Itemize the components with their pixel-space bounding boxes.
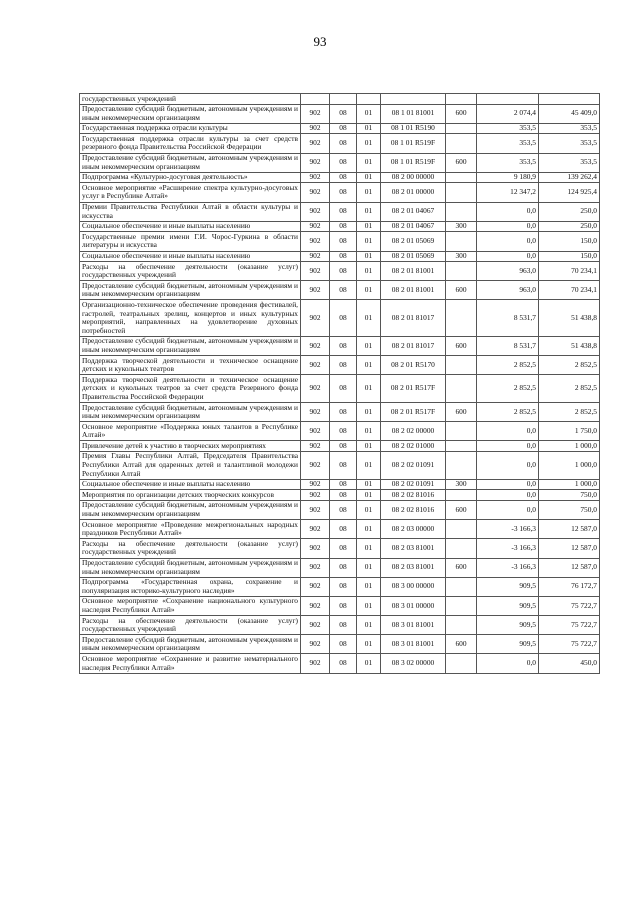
expense-type-code: [446, 375, 477, 403]
expense-type-code: [446, 356, 477, 375]
amount-total: 353,5: [539, 153, 600, 172]
section-code: 08: [330, 403, 357, 422]
target-item-code: 08 3 01 81001: [381, 616, 446, 635]
expense-type-code: [446, 232, 477, 251]
section-code: 08: [330, 558, 357, 577]
ministry-code: 902: [301, 134, 330, 153]
expense-type-code: 600: [446, 500, 477, 519]
amount-change: 8 531,7: [477, 300, 539, 336]
ministry-code: 902: [301, 123, 330, 134]
amount-change: 0,0: [477, 232, 539, 251]
amount-change: 0,0: [477, 441, 539, 452]
expense-type-code: 600: [446, 558, 477, 577]
table-row: [80, 441, 600, 452]
amount-change: 909,5: [477, 577, 539, 596]
ministry-code: 902: [301, 577, 330, 596]
ministry-code: [301, 94, 330, 105]
section-code: 08: [330, 134, 357, 153]
table-row: [80, 558, 600, 577]
subsection-code: 01: [357, 153, 381, 172]
subsection-code: 01: [357, 616, 381, 635]
amount-change: 2 852,5: [477, 356, 539, 375]
table-row: [80, 262, 600, 281]
budget-table-body: [80, 94, 600, 674]
subsection-code: 01: [357, 558, 381, 577]
table-row: [80, 300, 600, 336]
target-item-code: 08 2 02 01000: [381, 441, 446, 452]
line-item-name: Социальное обеспечение и иные выплаты населению: [80, 221, 301, 232]
line-item-name: Премия Главы Республики Алтай, Председателя Правительства Республики Алтай для одаренных детей и талантливой молодежи Республики Алтай: [80, 451, 301, 479]
ministry-code: 902: [301, 281, 330, 300]
subsection-code: 01: [357, 104, 381, 123]
amount-change: 8 531,7: [477, 336, 539, 355]
section-code: 08: [330, 262, 357, 281]
amount-total: 51 438,8: [539, 336, 600, 355]
ministry-code: 902: [301, 654, 330, 673]
amount-change: 0,0: [477, 500, 539, 519]
target-item-code: 08 2 01 04067: [381, 221, 446, 232]
section-code: 08: [330, 183, 357, 202]
amount-total: 353,5: [539, 123, 600, 134]
target-item-code: 08 2 02 81016: [381, 490, 446, 501]
amount-total: 2 852,5: [539, 356, 600, 375]
amount-total: [539, 94, 600, 105]
table-row: [80, 94, 600, 105]
amount-total: 12 587,0: [539, 520, 600, 539]
subsection-code: [357, 94, 381, 105]
table-row: [80, 654, 600, 673]
table-row: [80, 356, 600, 375]
line-item-name: Основное мероприятие «Расширение спектра культурно-досуговых услуг в Республике Алтай»: [80, 183, 301, 202]
amount-change: -3 166,3: [477, 520, 539, 539]
subsection-code: 01: [357, 490, 381, 501]
expense-type-code: 600: [446, 281, 477, 300]
table-row: [80, 123, 600, 134]
target-item-code: 08 2 01 00000: [381, 183, 446, 202]
table-row: [80, 490, 600, 501]
section-code: 08: [330, 500, 357, 519]
table-row: [80, 479, 600, 490]
section-code: 08: [330, 153, 357, 172]
expense-type-code: [446, 539, 477, 558]
subsection-code: 01: [357, 134, 381, 153]
amount-change: 909,5: [477, 635, 539, 654]
line-item-name: Организационно-техническое обеспечение проведения фестивалей, гастролей, театральных зрелищ, концертов и иных культурных мероприятий, направленных на удовлетворение духовных потребностей: [80, 300, 301, 336]
line-item-name: Расходы на обеспечение деятельности (оказание услуг) государственных учреждений: [80, 262, 301, 281]
table-row: [80, 232, 600, 251]
target-item-code: 08 2 03 81001: [381, 539, 446, 558]
amount-total: 1 000,0: [539, 479, 600, 490]
expense-type-code: [446, 123, 477, 134]
line-item-name: Предоставление субсидий бюджетным, автономным учреждениям и иным некоммерческим организациям: [80, 104, 301, 123]
expense-type-code: [446, 520, 477, 539]
amount-change: -3 166,3: [477, 539, 539, 558]
line-item-name: Основное мероприятие «Сохранение и развитие нематериального наследия Республики Алтай»: [80, 654, 301, 673]
subsection-code: 01: [357, 539, 381, 558]
table-row: [80, 183, 600, 202]
target-item-code: 08 2 01 R517F: [381, 375, 446, 403]
subsection-code: 01: [357, 441, 381, 452]
table-row: [80, 375, 600, 403]
target-item-code: 08 3 01 81001: [381, 635, 446, 654]
table-row: [80, 281, 600, 300]
line-item-name: Подпрограмма «Культурно-досуговая деятельность»: [80, 172, 301, 183]
subsection-code: 01: [357, 251, 381, 262]
target-item-code: 08 2 02 01091: [381, 451, 446, 479]
table-row: [80, 221, 600, 232]
table-row: [80, 251, 600, 262]
target-item-code: 08 3 01 00000: [381, 596, 446, 615]
ministry-code: 902: [301, 183, 330, 202]
subsection-code: 01: [357, 479, 381, 490]
ministry-code: 902: [301, 356, 330, 375]
table-row: [80, 520, 600, 539]
amount-total: 1 750,0: [539, 422, 600, 441]
section-code: 08: [330, 172, 357, 183]
target-item-code: 08 2 02 81016: [381, 500, 446, 519]
table-row: [80, 422, 600, 441]
line-item-name: Предоставление субсидий бюджетным, автономным учреждениям и иным некоммерческим организациям: [80, 635, 301, 654]
line-item-name: государственных учреждений: [80, 94, 301, 105]
section-code: 08: [330, 251, 357, 262]
amount-total: 70 234,1: [539, 262, 600, 281]
expense-type-code: [446, 262, 477, 281]
amount-total: 76 172,7: [539, 577, 600, 596]
amount-change: 2 852,5: [477, 375, 539, 403]
subsection-code: 01: [357, 281, 381, 300]
ministry-code: 902: [301, 451, 330, 479]
ministry-code: 902: [301, 300, 330, 336]
expense-type-code: [446, 616, 477, 635]
section-code: 08: [330, 479, 357, 490]
ministry-code: 902: [301, 172, 330, 183]
table-row: [80, 134, 600, 153]
line-item-name: Мероприятия по организации детских творческих конкурсов: [80, 490, 301, 501]
target-item-code: 08 2 01 81017: [381, 336, 446, 355]
subsection-code: 01: [357, 596, 381, 615]
section-code: [330, 94, 357, 105]
subsection-code: 01: [357, 232, 381, 251]
expense-type-code: 600: [446, 104, 477, 123]
section-code: 08: [330, 221, 357, 232]
target-item-code: 08 2 01 81001: [381, 281, 446, 300]
subsection-code: 01: [357, 183, 381, 202]
expense-type-code: [446, 172, 477, 183]
amount-total: 124 925,4: [539, 183, 600, 202]
section-code: 08: [330, 539, 357, 558]
expense-type-code: [446, 654, 477, 673]
subsection-code: 01: [357, 654, 381, 673]
line-item-name: Государственные премии имени Г.И. Чорос-Гуркина в области литературы и искусства: [80, 232, 301, 251]
amount-change: 0,0: [477, 451, 539, 479]
amount-change: 2 852,5: [477, 403, 539, 422]
amount-change: 353,5: [477, 134, 539, 153]
ministry-code: 902: [301, 336, 330, 355]
section-code: 08: [330, 654, 357, 673]
target-item-code: 08 1 01 R519F: [381, 153, 446, 172]
amount-total: 70 234,1: [539, 281, 600, 300]
ministry-code: 902: [301, 251, 330, 262]
table-row: [80, 403, 600, 422]
ministry-code: 902: [301, 635, 330, 654]
line-item-name: Социальное обеспечение и иные выплаты населению: [80, 479, 301, 490]
expense-type-code: [446, 202, 477, 221]
subsection-code: 01: [357, 356, 381, 375]
ministry-code: 902: [301, 539, 330, 558]
line-item-name: Поддержка творческой деятельности и техническое оснащение детских и кукольных театров за счет средств Резервного фонда Правительства Российской Федерации: [80, 375, 301, 403]
amount-total: 75 722,7: [539, 635, 600, 654]
expense-type-code: [446, 183, 477, 202]
ministry-code: 902: [301, 202, 330, 221]
amount-total: 75 722,7: [539, 596, 600, 615]
section-code: 08: [330, 356, 357, 375]
ministry-code: 902: [301, 558, 330, 577]
ministry-code: 902: [301, 221, 330, 232]
target-item-code: 08 2 01 81017: [381, 300, 446, 336]
target-item-code: 08 3 00 00000: [381, 577, 446, 596]
line-item-name: Подпрограмма «Государственная охрана, сохранение и популяризация историко-культурного наследия»: [80, 577, 301, 596]
table-row: [80, 577, 600, 596]
line-item-name: Предоставление субсидий бюджетным, автономным учреждениям и иным некоммерческим организациям: [80, 281, 301, 300]
table-row: [80, 451, 600, 479]
amount-change: 0,0: [477, 422, 539, 441]
section-code: 08: [330, 281, 357, 300]
ministry-code: 902: [301, 232, 330, 251]
subsection-code: 01: [357, 202, 381, 221]
table-row: [80, 635, 600, 654]
expense-type-code: 600: [446, 403, 477, 422]
line-item-name: Основное мероприятие «Поддержка юных талантов в Республике Алтай»: [80, 422, 301, 441]
amount-total: 250,0: [539, 221, 600, 232]
line-item-name: Премии Правительства Республики Алтай в области культуры и искусства: [80, 202, 301, 221]
amount-total: 1 000,0: [539, 451, 600, 479]
subsection-code: 01: [357, 300, 381, 336]
amount-change: 0,0: [477, 654, 539, 673]
expense-type-code: [446, 490, 477, 501]
page-number: 93: [313, 34, 327, 49]
line-item-name: Предоставление субсидий бюджетным, автономным учреждениям и иным некоммерческим организациям: [80, 153, 301, 172]
ministry-code: 902: [301, 104, 330, 123]
target-item-code: 08 2 01 05069: [381, 232, 446, 251]
amount-total: 450,0: [539, 654, 600, 673]
ministry-code: 902: [301, 403, 330, 422]
section-code: 08: [330, 375, 357, 403]
section-code: 08: [330, 232, 357, 251]
amount-change: -3 166,3: [477, 558, 539, 577]
section-code: 08: [330, 490, 357, 501]
amount-total: 150,0: [539, 232, 600, 251]
target-item-code: 08 1 01 R519F: [381, 134, 446, 153]
subsection-code: 01: [357, 172, 381, 183]
amount-change: 0,0: [477, 490, 539, 501]
line-item-name: Предоставление субсидий бюджетным, автономным учреждениям и иным некоммерческим организациям: [80, 403, 301, 422]
expense-type-code: [446, 451, 477, 479]
amount-total: 139 262,4: [539, 172, 600, 183]
ministry-code: 902: [301, 520, 330, 539]
amount-change: 963,0: [477, 262, 539, 281]
budget-table: [79, 93, 600, 674]
amount-change: 963,0: [477, 281, 539, 300]
expense-type-code: [446, 94, 477, 105]
subsection-code: 01: [357, 451, 381, 479]
ministry-code: 902: [301, 490, 330, 501]
amount-total: 750,0: [539, 490, 600, 501]
target-item-code: [381, 94, 446, 105]
amount-change: 909,5: [477, 596, 539, 615]
target-item-code: 08 2 01 81001: [381, 262, 446, 281]
amount-total: 1 000,0: [539, 441, 600, 452]
subsection-code: 01: [357, 577, 381, 596]
expense-type-code: [446, 422, 477, 441]
line-item-name: Основное мероприятие «Сохранение национального культурного наследия Республики Алтай»: [80, 596, 301, 615]
expense-type-code: 300: [446, 221, 477, 232]
ministry-code: 902: [301, 422, 330, 441]
table-row: [80, 596, 600, 615]
table-row: [80, 336, 600, 355]
amount-change: [477, 94, 539, 105]
target-item-code: 08 2 01 R517F: [381, 403, 446, 422]
ministry-code: 902: [301, 500, 330, 519]
amount-total: 75 722,7: [539, 616, 600, 635]
section-code: 08: [330, 202, 357, 221]
amount-change: 353,5: [477, 123, 539, 134]
section-code: 08: [330, 336, 357, 355]
amount-total: 12 587,0: [539, 558, 600, 577]
target-item-code: 08 2 01 R5170: [381, 356, 446, 375]
expense-type-code: [446, 441, 477, 452]
target-item-code: 08 2 02 00000: [381, 422, 446, 441]
amount-change: 0,0: [477, 479, 539, 490]
ministry-code: 902: [301, 375, 330, 403]
amount-total: 150,0: [539, 251, 600, 262]
ministry-code: 902: [301, 596, 330, 615]
ministry-code: 902: [301, 441, 330, 452]
subsection-code: 01: [357, 520, 381, 539]
amount-total: 45 409,0: [539, 104, 600, 123]
target-item-code: 08 2 03 81001: [381, 558, 446, 577]
section-code: 08: [330, 451, 357, 479]
amount-total: 12 587,0: [539, 539, 600, 558]
line-item-name: Социальное обеспечение и иные выплаты населению: [80, 251, 301, 262]
line-item-name: Привлечение детей к участию в творческих мероприятиях: [80, 441, 301, 452]
subsection-code: 01: [357, 375, 381, 403]
section-code: 08: [330, 300, 357, 336]
subsection-code: 01: [357, 221, 381, 232]
section-code: 08: [330, 577, 357, 596]
section-code: 08: [330, 422, 357, 441]
amount-change: 0,0: [477, 251, 539, 262]
amount-total: 51 438,8: [539, 300, 600, 336]
amount-total: 250,0: [539, 202, 600, 221]
expense-type-code: 600: [446, 635, 477, 654]
amount-change: 9 180,9: [477, 172, 539, 183]
expense-type-code: 300: [446, 479, 477, 490]
expense-type-code: 300: [446, 251, 477, 262]
section-code: 08: [330, 596, 357, 615]
subsection-code: 01: [357, 500, 381, 519]
line-item-name: Расходы на обеспечение деятельности (оказание услуг) государственных учреждений: [80, 539, 301, 558]
amount-total: 353,5: [539, 134, 600, 153]
subsection-code: 01: [357, 123, 381, 134]
table-row: [80, 500, 600, 519]
amount-total: 750,0: [539, 500, 600, 519]
table-row: [80, 616, 600, 635]
ministry-code: 902: [301, 153, 330, 172]
expense-type-code: [446, 596, 477, 615]
line-item-name: Поддержка творческой деятельности и техническое оснащение детских и кукольных театров: [80, 356, 301, 375]
line-item-name: Предоставление субсидий бюджетным, автономным учреждениям и иным некоммерческим организациям: [80, 336, 301, 355]
target-item-code: 08 2 00 00000: [381, 172, 446, 183]
amount-change: 12 347,2: [477, 183, 539, 202]
target-item-code: 08 2 03 00000: [381, 520, 446, 539]
table-row: [80, 202, 600, 221]
line-item-name: Основное мероприятие «Проведение межрегиональных народных праздников Республики Алтай»: [80, 520, 301, 539]
target-item-code: 08 2 01 04067: [381, 202, 446, 221]
target-item-code: 08 1 01 81001: [381, 104, 446, 123]
subsection-code: 01: [357, 336, 381, 355]
table-row: [80, 104, 600, 123]
section-code: 08: [330, 123, 357, 134]
section-code: 08: [330, 520, 357, 539]
target-item-code: 08 2 01 05069: [381, 251, 446, 262]
expense-type-code: [446, 134, 477, 153]
line-item-name: Государственная поддержка отрасли культуры: [80, 123, 301, 134]
subsection-code: 01: [357, 262, 381, 281]
amount-change: 0,0: [477, 202, 539, 221]
line-item-name: Расходы на обеспечение деятельности (оказание услуг) государственных учреждений: [80, 616, 301, 635]
subsection-code: 01: [357, 422, 381, 441]
target-item-code: 08 2 02 01091: [381, 479, 446, 490]
section-code: 08: [330, 635, 357, 654]
table-row: [80, 172, 600, 183]
target-item-code: 08 3 02 00000: [381, 654, 446, 673]
line-item-name: Государственная поддержка отрасли культуры за счет средств резервного фонда Правительства Российской Федерации: [80, 134, 301, 153]
amount-total: 2 852,5: [539, 403, 600, 422]
ministry-code: 902: [301, 616, 330, 635]
target-item-code: 08 1 01 R5190: [381, 123, 446, 134]
section-code: 08: [330, 104, 357, 123]
expense-type-code: 600: [446, 153, 477, 172]
amount-change: 353,5: [477, 153, 539, 172]
ministry-code: 902: [301, 479, 330, 490]
ministry-code: 902: [301, 262, 330, 281]
section-code: 08: [330, 616, 357, 635]
amount-change: 0,0: [477, 221, 539, 232]
subsection-code: 01: [357, 403, 381, 422]
section-code: 08: [330, 441, 357, 452]
line-item-name: Предоставление субсидий бюджетным, автономным учреждениям и иным некоммерческим организациям: [80, 500, 301, 519]
subsection-code: 01: [357, 635, 381, 654]
expense-type-code: [446, 300, 477, 336]
expense-type-code: [446, 577, 477, 596]
amount-change: 2 074,4: [477, 104, 539, 123]
amount-change: 909,5: [477, 616, 539, 635]
amount-total: 2 852,5: [539, 375, 600, 403]
line-item-name: Предоставление субсидий бюджетным, автономным учреждениям и иным некоммерческим организациям: [80, 558, 301, 577]
table-row: [80, 153, 600, 172]
table-row: [80, 539, 600, 558]
expense-type-code: 600: [446, 336, 477, 355]
